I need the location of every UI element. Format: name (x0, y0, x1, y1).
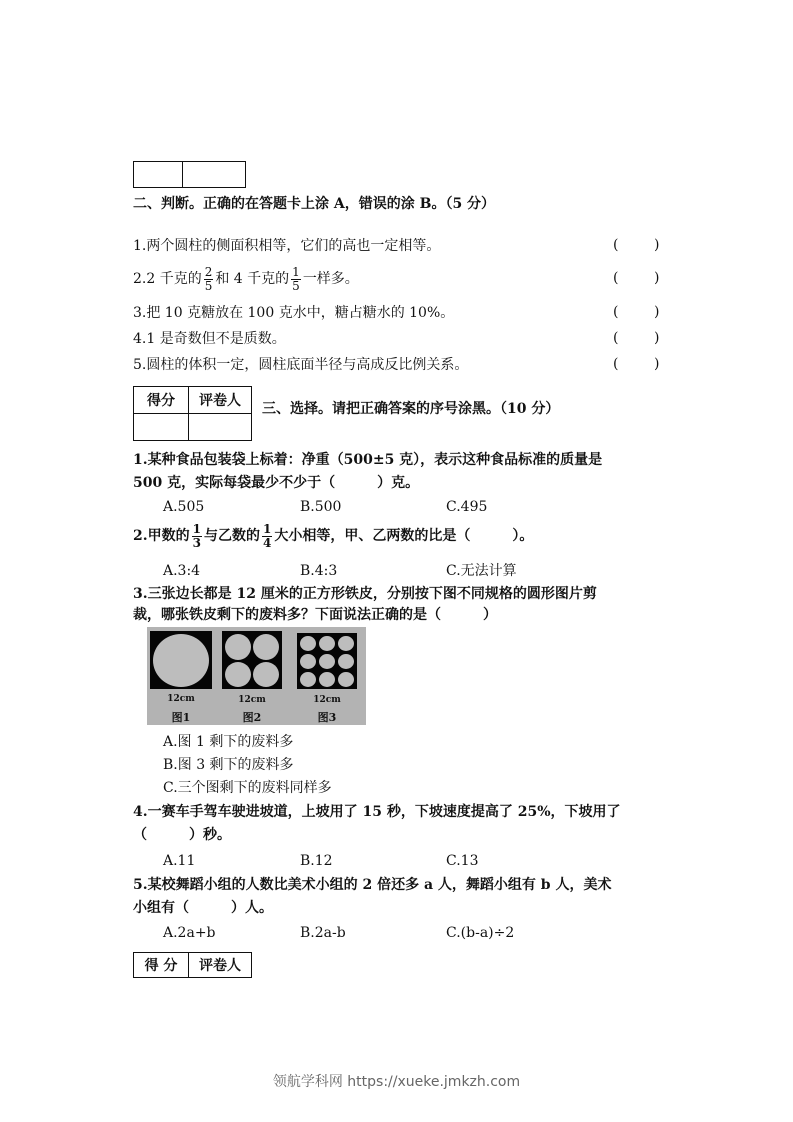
panel-3-circle (319, 672, 335, 687)
mid-score-table (133, 386, 252, 441)
q4-option-b[interactable]: B.12 (300, 853, 333, 869)
q2-text-mid: 与乙数的 (203, 528, 260, 544)
panel-3-circle (300, 672, 316, 687)
panel-2-caption: 12cm (238, 695, 266, 705)
q3-figure-circles-on-squares (147, 627, 366, 725)
item-number: 3. (133, 305, 147, 321)
q4-option-c[interactable]: C.13 (446, 853, 479, 869)
panel-1-circle (153, 634, 209, 687)
panel-2-circle (225, 662, 251, 687)
panel-3-caption: 12cm (313, 695, 341, 705)
panel-2-circle (225, 634, 251, 660)
q1-option-b[interactable]: B.500 (300, 499, 342, 515)
bottom-score-table (133, 952, 252, 978)
q5-option-b[interactable]: B.2a-b (300, 925, 346, 941)
item-number: 2. (133, 271, 147, 287)
score-header: 得 分 (134, 953, 189, 978)
choice-q1-line2: 500 克，实际每袋最少不少于（ ）克。 (133, 475, 420, 491)
answer-paren-close: ) (654, 237, 660, 253)
panel-1-caption: 12cm (167, 694, 195, 704)
top-grader-cell (183, 162, 246, 188)
q1-option-c[interactable]: C.495 (446, 499, 488, 515)
q2-text-post: 大小相等，甲、乙两数的比是（ ）。 (274, 528, 534, 544)
panel-3-circle (338, 636, 354, 651)
choice-q3-line2: 裁，哪张铁皮剩下的废料多？下面说法正确的是（ ） (133, 607, 497, 623)
item-text: 两个圆柱的侧面积相等，它们的高也一定相等。 (146, 238, 441, 254)
item-text: 把 10 克糖放在 100 克水中，糖占糖水的 10%。 (146, 305, 455, 321)
panel-3-circle (338, 672, 354, 687)
judge-item-3 (133, 304, 454, 322)
panel-3-circle (300, 654, 316, 669)
fraction-two-fifths: $\frac{2}{5}$ (204, 264, 213, 293)
panel-3-label: 图3 (317, 711, 337, 724)
panel-3-circle (338, 654, 354, 669)
item-text-mid: 和 4 千克的 (215, 271, 290, 287)
footer-watermark: 领航学科网 https://xueke.jmkzh.com (272, 1074, 521, 1090)
choice-q4-line1: 4.一赛车手驾车驶进坡道，上坡用了 15 秒，下坡速度提高了 25%，下坡用了 (133, 804, 621, 820)
answer-paren-close: ) (654, 356, 660, 372)
judge-item-1 (133, 237, 440, 255)
answer-paren-open: ( (613, 330, 619, 346)
choice-q3-line1: 3.三张边长都是 12 厘米的正方形铁皮，分别按下图不同规格的圆形图片剪 (133, 586, 597, 602)
q4-option-a[interactable]: A.11 (163, 853, 196, 869)
judge-item-4 (133, 330, 286, 348)
judge-item-2 (133, 262, 359, 296)
q1-option-a[interactable]: A.505 (163, 499, 205, 515)
panel-2-label: 图2 (242, 711, 262, 724)
answer-paren-open: ( (613, 304, 619, 320)
q2-option-a[interactable]: A.3:4 (163, 563, 201, 579)
fraction-one-fifth: $\frac{1}{5}$ (292, 264, 300, 293)
q3-option-c[interactable]: C.三个图剩下的废料同样多 (163, 780, 332, 796)
answer-paren-close: ) (654, 330, 660, 346)
grader-header: 评卷人 (189, 953, 252, 978)
panel-2-circle (253, 662, 279, 687)
item-text: 1 是奇数但不是质数。 (146, 331, 286, 347)
section2-heading: 二、判断。正确的在答题卡上涂 A，错误的涂 B。（5 分） (133, 196, 496, 212)
panel-2-circle (253, 634, 279, 660)
choice-q5-line1: 5.某校舞蹈小组的人数比美术小组的 2 倍还多 a 人，舞蹈小组有 b 人，美术 (133, 877, 612, 893)
answer-paren-open: ( (613, 270, 619, 286)
item-number: 5. (133, 357, 147, 373)
answer-paren-close: ) (654, 304, 660, 320)
top-score-cell (134, 162, 183, 188)
q2-text-pre: 2.甲数的 (133, 528, 190, 544)
choice-q5-line2: 小组有（ ）人。 (133, 900, 273, 916)
grader-header: 评卷人 (189, 387, 252, 414)
choice-q2 (133, 519, 533, 553)
answer-paren-open: ( (613, 237, 619, 253)
item-text-post: 一样多。 (302, 271, 359, 287)
q3-option-b[interactable]: B.图 3 剩下的废料多 (163, 757, 294, 773)
choice-q1-line1: 1.某种食品包装袋上标着：净重（500±5 克），表示这种食品标准的质量是 (133, 452, 603, 468)
answer-paren-open: ( (613, 356, 619, 372)
item-text-pre: 2 千克的 (146, 271, 202, 287)
judge-item-5 (133, 356, 468, 374)
panel-1-label: 图1 (171, 711, 191, 724)
fraction-one-third: $\frac{1}{3}$ (192, 521, 201, 550)
q5-option-a[interactable]: A.2a+b (163, 925, 216, 941)
panel-3-circle (319, 654, 335, 669)
fraction-one-fourth: $\frac{1}{4}$ (262, 521, 272, 550)
panel-3-circle (300, 636, 316, 651)
panel-3-circle (319, 636, 335, 651)
q3-option-a[interactable]: A.图 1 剩下的废料多 (163, 734, 294, 750)
q5-option-c[interactable]: C.(b-a)÷2 (446, 925, 515, 941)
top-score-table (133, 161, 246, 188)
section3-heading: 三、选择。请把正确答案的序号涂黑。（10 分） (262, 401, 560, 417)
choice-q4-line2: （ ）秒。 (133, 827, 231, 843)
q2-option-c[interactable]: C.无法计算 (446, 563, 517, 579)
item-number: 4. (133, 331, 147, 347)
item-text: 圆柱的体积一定，圆柱底面半径与高成反比例关系。 (146, 357, 469, 373)
item-number: 1. (133, 238, 147, 254)
answer-paren-close: ) (654, 270, 660, 286)
grader-value-cell[interactable] (189, 414, 252, 441)
score-value-cell[interactable] (134, 414, 189, 441)
score-header: 得分 (134, 387, 189, 414)
q2-option-b[interactable]: B.4:3 (300, 563, 338, 579)
